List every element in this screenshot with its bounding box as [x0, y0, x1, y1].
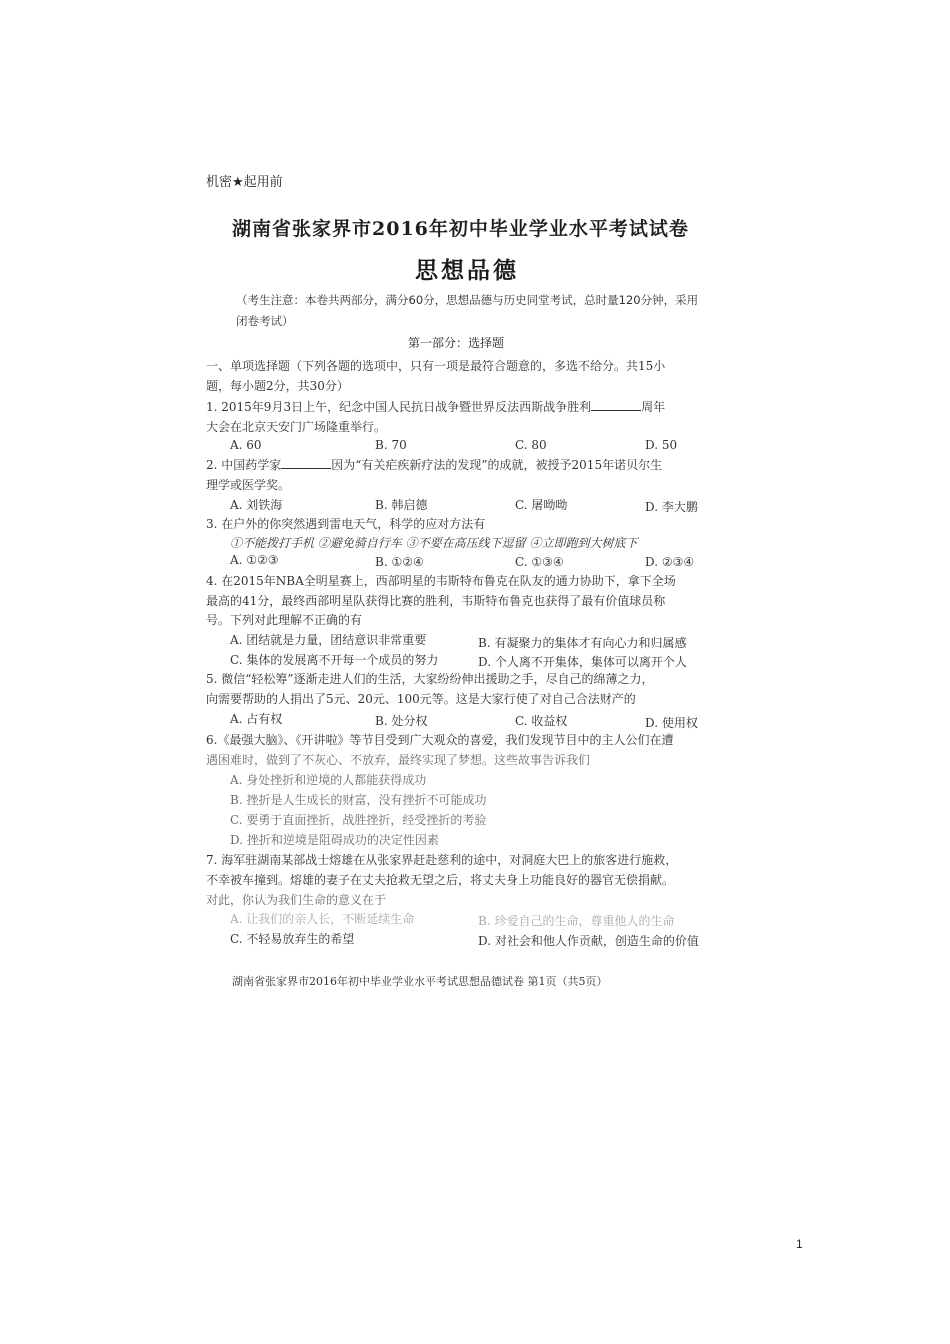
question-4-stem-line-1: 4. 在2015年NBA全明星赛上，西部明星的韦斯特布鲁克在队友的通力协助下，拿下全场 [206, 574, 676, 588]
question-3-option-d: D. ②③④ [645, 555, 695, 569]
question-2-option-d: D. 李大鹏 [645, 500, 698, 514]
question-2-stem-part-b: 因为“有关疟疾新疗法的发现”的成就，被授予2015年诺贝尔生 [331, 458, 663, 472]
answer-blank [281, 457, 331, 469]
question-1-option-c: C. 80 [515, 438, 547, 452]
question-7-option-d: D. 对社会和他人作贡献，创造生命的价值 [478, 934, 699, 948]
section-intro-line-1: 一、单项选择题（下列各题的选项中，只有一项是最符合题意的，多选不给分。共15小 [206, 359, 666, 373]
question-1-option-d: D. 50 [645, 438, 678, 452]
section-intro-line-2: 题，每小题2分，共30分） [206, 379, 349, 393]
question-6-stem-line-2: 遇困难时，做到了不灰心、不放弃，最终实现了梦想。这些故事告诉我们 [206, 753, 591, 767]
question-7-option-a: A. 让我们的亲人长，不断延续生命 [230, 912, 415, 926]
question-2-option-c: C. 屠呦呦 [515, 498, 568, 512]
page-footer: 湖南省张家界市2016年初中毕业学业水平考试思想品德试卷 第1页（共5页） [232, 975, 608, 988]
question-3-stem: 3. 在户外的你突然遇到雷电天气，科学的应对方法有 [206, 517, 486, 531]
question-4-option-d: D. 个人离不开集体，集体可以离开个人 [478, 655, 687, 669]
question-7-stem-line-2: 不幸被车撞到。熔雄的妻子在丈夫抢救无望之后，将丈夫身上功能良好的器官无偿捐献。 [206, 873, 675, 887]
question-3-option-a: A. ①②③ [230, 553, 279, 567]
question-1-stem-line-2: 大会在北京天安门广场隆重举行。 [206, 420, 387, 434]
question-2-stem [206, 456, 662, 473]
question-5-option-c: C. 收益权 [515, 714, 568, 728]
question-1-stem-part-a: 1. 2015年9月3日上午，纪念中国人民抗日战争暨世界反法西斯战争胜利 [206, 400, 592, 414]
answer-blank [591, 399, 641, 411]
question-1-option-a: A. 60 [230, 438, 262, 452]
question-2-stem-part-a: 2. 中国药学家 [206, 458, 282, 472]
question-5-stem-line-2: 向需要帮助的人捐出了5元、20元、100元等。这是大家行使了对自己合法财产的 [206, 692, 636, 706]
question-2-option-a: A. 刘铁海 [230, 498, 283, 512]
question-1-stem [206, 398, 665, 415]
question-4-option-a: A. 团结就是力量，团结意识非常重要 [230, 633, 427, 647]
question-7-stem-line-1: 7. 海军驻湖南某部战士熔雄在从张家界赶赴慈利的途中，对洞庭大巴上的旅客进行施救， [206, 853, 678, 867]
subject-title: 思想品德 [415, 257, 519, 284]
question-4-option-c: C. 集体的发展离不开每一个成员的努力 [230, 653, 439, 667]
question-7-option-c: C. 不轻易放弃生的希望 [230, 932, 355, 946]
question-4-stem-line-3: 号。下列对此理解不正确的有 [206, 613, 363, 627]
question-3-option-b: B. ①②④ [375, 555, 424, 569]
question-7-stem-line-3: 对此，你认为我们生命的意义在于 [206, 893, 387, 907]
question-6-option-b: B. 挫折是人生成长的财富，没有挫折不可能成功 [230, 793, 487, 807]
part-one-heading: 第一部分：选择题 [408, 336, 505, 350]
question-6-option-c: C. 要勇于直面挫折，战胜挫折，经受挫折的考验 [230, 813, 487, 827]
exam-title: 湖南省张家界市2016年初中毕业学业水平考试试卷 [232, 218, 689, 240]
question-3-items: ①不能拨打手机 ②避免骑自行车 ③不要在高压线下逗留 ④立即跑到大树底下 [230, 536, 638, 550]
question-6-option-d: D. 挫折和逆境是阻碍成功的决定性因素 [230, 833, 439, 847]
question-2-stem-line-2: 理学或医学奖。 [206, 478, 291, 492]
question-5-stem-line-1: 5. 微信“轻松筹”逐渐走进人们的生活，大家纷纷伸出援助之手，尽自己的绵薄之力， [206, 672, 654, 686]
question-3-option-c: C. ①③④ [515, 555, 564, 569]
question-5-option-a: A. 占有权 [230, 712, 283, 726]
question-7-option-b: B. 珍爱自己的生命，尊重他人的生命 [478, 914, 675, 928]
question-1-option-b: B. 70 [375, 438, 407, 452]
confidential-mark: 机密★起用前 [206, 175, 283, 190]
question-4-option-b: B. 有凝聚力的集体才有向心力和归属感 [478, 636, 687, 650]
question-2-option-b: B. 韩启德 [375, 498, 428, 512]
question-6-stem-line-1: 6.《最强大脑》、《开讲啦》等节目受到广大观众的喜爱，我们发现节目中的主人公们在遭 [206, 733, 674, 747]
exam-notice: （考生注意：本卷共两部分，满分60分，思想品德与历史同堂考试，总时量120分钟，采用闭卷考试） [236, 293, 699, 328]
question-4-stem-line-2: 最高的41分，最终西部明星队获得比赛的胜利，韦斯特布鲁克也获得了最有价值球员称 [206, 594, 666, 608]
question-5-option-d: D. 使用权 [645, 716, 698, 730]
question-1-stem-part-b: 周年 [641, 400, 666, 414]
page-number: 1 [796, 1237, 803, 1251]
question-5-option-b: B. 处分权 [375, 714, 428, 728]
question-6-option-a: A. 身处挫折和逆境的人都能获得成功 [230, 773, 427, 787]
